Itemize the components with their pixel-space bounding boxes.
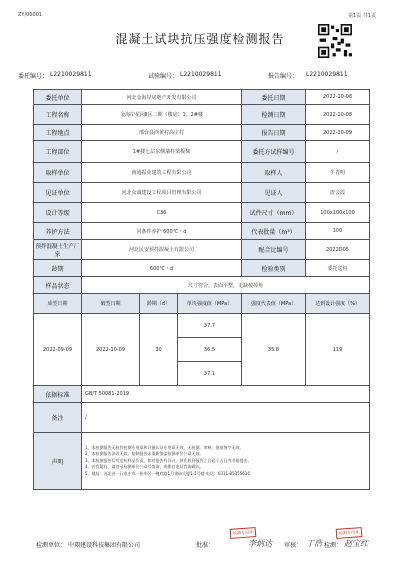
- statement-block: [82, 433, 370, 490]
- report-numbers: [18, 71, 386, 81]
- reviewer-signature: 丁浩: [306, 539, 322, 548]
- site-label: 工程地点: [34, 125, 82, 141]
- statement-line-3: 3、本检测报告仅对送检样品负责，如对报告有异议，须在收到报告之日起十五日内书面提出。: [85, 457, 252, 463]
- age-header: 龄期（d）: [140, 294, 178, 314]
- tester-value: 中翔建设科技集团有限公司: [68, 542, 141, 549]
- specimen-code-value: /: [306, 141, 370, 163]
- rep-strength-header: 强度代表值（MPa）: [242, 294, 306, 314]
- project-value: 金海岸花园Ⅱ区二期（楼房）1、2#楼: [82, 105, 242, 125]
- test-no: L2210029811: [180, 71, 222, 78]
- category-value: 委托送检: [306, 260, 370, 277]
- project-label: 工程名称: [34, 105, 82, 125]
- mix-value: 2022D05: [306, 240, 370, 260]
- sampler-label: 取样人: [242, 163, 306, 183]
- remark-label: 备注: [34, 403, 82, 433]
- statement-line-1: 1、本检测报告无检验检测专用章和计量认证专用章无效，无检测、审核、批准签字无效。: [85, 444, 244, 450]
- maker-value: 河北民安预拌混凝土有限公司: [82, 240, 242, 260]
- area-label: 代表批量（m³）: [242, 223, 306, 240]
- report-date-value: 2022-10-09: [306, 125, 370, 141]
- commission-no: L2210029811: [50, 71, 92, 78]
- specimen-code-label: 委托方试样编号: [242, 141, 306, 163]
- test-date-header: 破型日期: [82, 294, 140, 314]
- report-date-label: 报告日期: [242, 125, 306, 141]
- cast-date-value: 2022-09-09: [34, 314, 82, 386]
- test-label: 检测：: [324, 542, 343, 549]
- rep-strength-value: 35.8: [242, 314, 306, 386]
- statement-line-2: 2、本检测报告涂改无效，复制报告未重新加盖检测单位公章无效。: [85, 451, 204, 457]
- report-table: [33, 89, 370, 490]
- sampler-unit-value: 南通振业建筑工程有限公司: [82, 163, 242, 183]
- sampler-value: 牛青明: [306, 163, 370, 183]
- basis-value: GB/T 50081-2019: [82, 386, 370, 403]
- curing-label: 养护方法: [34, 223, 82, 240]
- document-code: ZY/06001: [18, 12, 43, 18]
- test-date-value: 2022-10-08: [306, 105, 370, 125]
- single-strength-2: 36.5: [178, 337, 241, 361]
- single-strength-1: 37.7: [203, 322, 216, 329]
- curing-value: 同条件养护 600℃・d: [82, 223, 242, 240]
- design-pct-value: 119: [306, 314, 370, 386]
- report-no-label: 报告编号：: [268, 73, 299, 80]
- approver-signature: 李炳达: [248, 539, 272, 548]
- part-value: 1#楼七层东侧墙柱梁板梯: [82, 141, 242, 163]
- age-value: 600℃・d: [82, 260, 242, 277]
- age-label: 龄期: [34, 260, 82, 277]
- remark-value: /: [82, 403, 370, 433]
- single-strength-header: 单块强度值（MPa）: [178, 294, 242, 314]
- design-pct-header: 达到设计强度（%）: [306, 294, 370, 314]
- page-number: 第1页 共1页: [348, 13, 376, 19]
- tester-label: 检测单位：: [36, 542, 67, 549]
- cast-date-header: 成型日期: [34, 294, 82, 314]
- witness-label: 见证人: [242, 183, 306, 203]
- age-days-value: 30: [140, 314, 178, 386]
- commission-no-label: 委托编号：: [18, 73, 49, 80]
- design-grade-label: 设计等级: [34, 203, 82, 223]
- review-label: 审核：: [284, 542, 303, 549]
- statement-line-4: 4、若有疑问，请登录检测单位公众号查询，或拨打电话咨询确认。: [85, 464, 204, 470]
- qr-code-icon: [318, 24, 352, 58]
- maker-label: 预拌混凝土生产厂家: [34, 240, 82, 260]
- witness-value: 唐会霞: [306, 183, 370, 203]
- break-date-value: 2022-10-09: [82, 314, 140, 386]
- witness-unit-label: 见证单位: [34, 183, 82, 203]
- approve-label: 批准：: [196, 542, 215, 549]
- design-grade-value: C30: [82, 203, 242, 223]
- single-strength-cell: [178, 314, 242, 386]
- test-no-label: 试验编号：: [148, 73, 179, 80]
- area-value: 100: [306, 223, 370, 240]
- commission-date-label: 委托日期: [242, 90, 306, 105]
- statement-line-5: 5、地址：河北省一石家庄市一裕华区一槐底路1号建研大厦1-1号楼 电话：0311-85355616: [85, 470, 250, 476]
- inspection-stamp-1: 检测专用章: [230, 527, 257, 539]
- mix-label: 配合比编号: [242, 240, 306, 260]
- basis-label: 依据标准: [34, 386, 82, 403]
- client-value: 河北金海岸房地产开发有限公司: [82, 90, 242, 105]
- report-title: 混凝土试块抗压强度检测报告: [115, 32, 285, 46]
- single-strength-3: 37.1: [178, 361, 241, 385]
- site-value: 邢台县西黄村高庄村: [82, 125, 242, 141]
- witness-unit-value: 河北众诚建设工程项目管理有限公司: [82, 183, 242, 203]
- client-label: 委托单位: [34, 90, 82, 105]
- state-value: 尺寸符合，表面平整，无缺棱掉角: [82, 277, 370, 294]
- test-date-label: 检测日期: [242, 105, 306, 125]
- statement-label: 声明: [34, 433, 82, 490]
- commission-date-value: 2022-10-08: [306, 90, 370, 105]
- category-label: 检验类别: [242, 260, 306, 277]
- inspector-signature: 赵宝红: [344, 539, 368, 548]
- sampler-unit-label: 取样单位: [34, 163, 82, 183]
- state-label: 样品状态: [34, 277, 82, 294]
- inspection-stamp-2: 检测专用章: [336, 527, 363, 539]
- size-value: 100x100x100: [306, 203, 370, 223]
- part-label: 工程部位: [34, 141, 82, 163]
- report-no: L2210029811: [306, 71, 348, 78]
- size-label: 试件尺寸（mm）: [242, 203, 306, 223]
